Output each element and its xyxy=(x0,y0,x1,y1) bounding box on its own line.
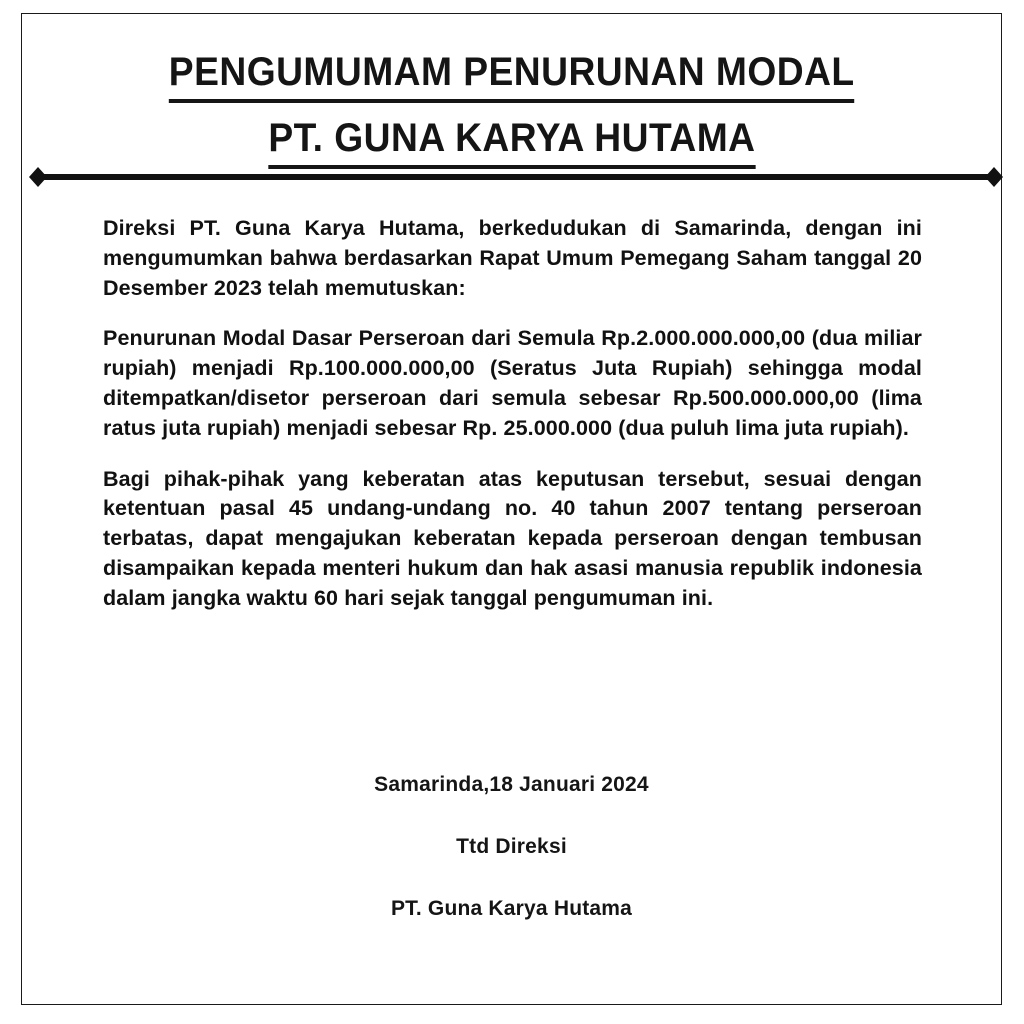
paragraph-objection-notice: Bagi pihak-pihak yang keberatan atas keputusan tersebut, sesuai dengan ketentuan pasal 45 undang-undang no. 40 tahun 2007 tentang perseroan terbatas, dapat mengajukan keberatan kepada perseroan dengan tembusan disampaikan kepada menteri hukum dan hak asasi manusia republik indonesia dalam jangka waktu 60 hari sejak tanggal pengumuman ini. xyxy=(103,466,922,610)
ornamental-divider xyxy=(0,167,1024,189)
diamond-right-icon xyxy=(985,167,1003,187)
title-row-1 xyxy=(21,46,1002,103)
document-title xyxy=(21,46,1002,169)
title-line-company: PT. GUNA KARYA HUTAMA xyxy=(268,112,755,169)
signature-place-date: Samarinda,18 Januari 2024 xyxy=(374,773,649,796)
title-row-2 xyxy=(21,112,1002,169)
title-line-primary: PENGUMUMAM PENURUNAN MODAL xyxy=(169,46,855,103)
paragraph-intro: Direksi PT. Guna Karya Hutama, berkedudukan di Samarinda, dengan ini mengumumkan bahwa berdasarkan Rapat Umum Pemegang Saham tanggal 20 Desember 2023 telah memutuskan: xyxy=(103,216,922,300)
paragraph-capital-reduction: Penurunan Modal Dasar Perseroan dari Semula Rp.2.000.000.000,00 (dua miliar rupiah) menjadi Rp.100.000.000,00 (Seratus Juta Rupiah) sehingga modal ditempatkan/disetor perseroan dari semula sebesar Rp.500.000.000,00 (lima ratus juta rupiah) menjadi sebesar Rp. 25.000.000 (dua puluh lima juta rupiah). xyxy=(103,326,922,440)
divider-bar xyxy=(38,174,994,180)
signature-company-name: PT. Guna Karya Hutama xyxy=(390,897,633,920)
signature-block xyxy=(21,770,1002,924)
signature-signed-by-label: Ttd Direksi xyxy=(456,835,567,858)
document-body xyxy=(103,214,922,614)
